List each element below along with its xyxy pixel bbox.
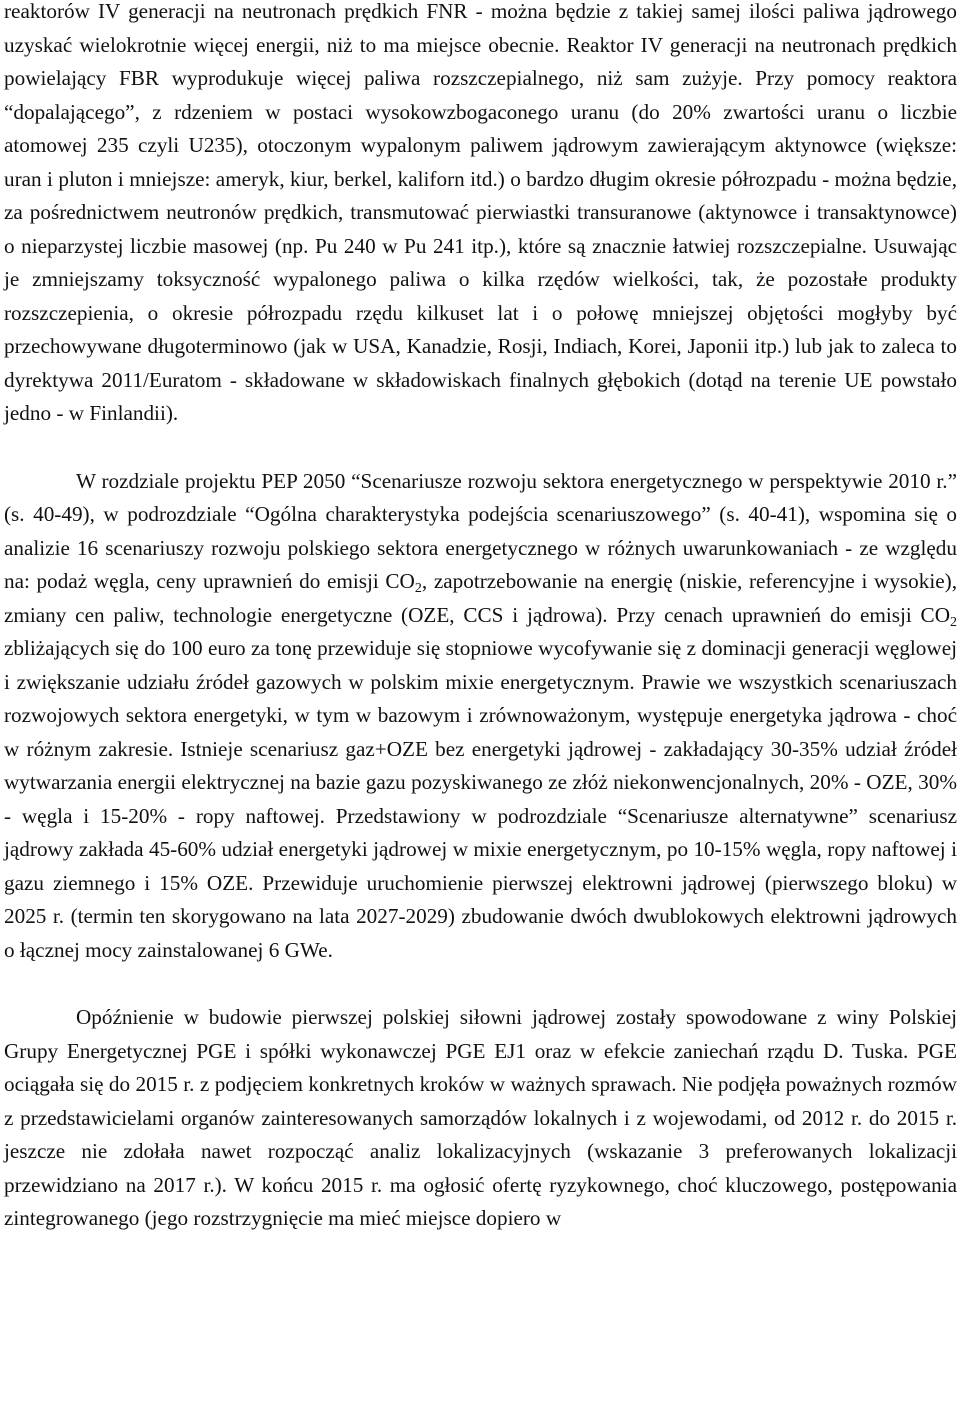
- subscript-2: 2: [414, 581, 422, 596]
- paragraph-2-text-part-3: zbliżających się do 100 euro za tonę przewiduje się stopniowe wycofywanie się z dominacji generacji węglowej i zwiększanie udziału źródeł gazowych w polskim mixie energetycznym. Prawie we wszystkich scenariuszach rozwojowych sektora energetyki, w tym w bazowym i zrównoważonym, występuje energetyka jądrowa - choć w różnym zakresie. Istnieje scenariusz gaz+OZE bez energetyki jądrowej - zakładający 30-35% udział źródeł wytwarzania energii elektrycznej na bazie gazu pozyskiwanego ze złóż niekonwencjonalnych, 20% - OZE, 30% - węgla i 15-20% - ropy naftowej. Przedstawiony w podrozdziale “Scenariusze alternatywne” scenariusz jądrowy zakłada 45-60% udział energetyki jądrowej w mixie energetycznym, po 10-15% węgla, ropy naftowej i gazu ziemnego i 15% OZE. Przewiduje uruchomienie pierwszej elektrowni jądrowej (pierwszego bloku) w 2025 r. (termin ten skorygowano na lata 2027-2029) zbudowanie dwóch dwublokowych elektrowni jądrowych o łącznej mocy zainstalowanej 6 GWe.: [4, 636, 957, 962]
- paragraph-2: [4, 465, 957, 968]
- paragraph-spacer: [4, 431, 957, 465]
- paragraph-3-text: Opóźnienie w budowie pierwszej polskiej siłowni jądrowej zostały spowodowane z winy Polskiej Grupy Energetycznej PGE i spółki wykonawczej PGE EJ1 oraz w efekcie zaniechań rządu D. Tuska. PGE ociągała się do 2015 r. z podjęciem konkretnych kroków w ważnych sprawach. Nie podjęła poważnych rozmów z przedstawicielami organów zainteresowanych samorządów lokalnych i z wojewodami, od 2012 r. do 2015 r. jeszcze nie zdołała nawet rozpocząć analiz lokalizacyjnych (wskazanie 3 preferowanych lokalizacji przewidziano na 2017 r.). W końcu 2015 r. ma ogłosić ofertę ryzykownego, choć kluczowego, postępowania zintegrowanego (jego rozstrzygnięcie ma mieć miejsce dopiero w: [4, 1005, 957, 1230]
- paragraph-spacer: [4, 967, 957, 1001]
- paragraph-2-text-part-2: , zapotrzebowanie na energię (niskie, referencyjne i wysokie), zmiany cen paliw, technologie energetyczne (OZE, CCS i jądrowa). Przy cenach uprawnień do emisji CO: [4, 569, 957, 627]
- paragraph-2-text-part-1: W rozdziale projektu PEP 2050 “Scenariusze rozwoju sektora energetycznego w perspektywie 2010 r.” (s. 40-49), w podrozdziale “Ogólna charakterystyka podejścia scenariuszowego” (s. 40-41), wspomina się o analizie 16 scenariuszy rozwoju polskiego sektora energetycznego w różnych uwarunkowaniach - ze względu na: podaż węgla, ceny uprawnień do emisji CO: [4, 468, 957, 593]
- subscript-2: 2: [950, 614, 957, 630]
- paragraph-1-text: reaktorów IV generacji na neutronach prędkich FNR - można będzie z takiej samej ilości paliwa jądrowego uzyskać wielokrotnie więcej energii, niż to ma miejsce obecnie. Reaktor IV generacji na neutronach prędkich powielający FBR wyprodukuje więcej paliwa rozszczepialnego, niż sam zużyje. Przy pomocy reaktora “dopalającego”, z rdzeniem w postaci wysokowzbogaconego uranu (do 20% zwartości uranu o liczbie atomowej 235 czyli U235), otoczonym wypalonym paliwem jądrowym zawierającym aktynowce (większe: uran i pluton i mniejsze: ameryk, kiur, berkel, kaliforn itd.) o bardzo długim okresie półrozpadu - można będzie, za pośrednictwem neutronów prędkich, transmutować pierwiastki transuranowe (aktynowce i transaktynowce) o nieparzystej liczbie masowej (np. Pu 240 w Pu 241 itp.), które są znacznie łatwiej rozszczepialne. Usuwając je zmniejszamy toksyczność wypalonego paliwa o kilka rzędów wielkości, tak, że pozostałe produkty rozszczepienia, o okresie półrozpadu rzędu kilkuset lat i o połowę mniejszej objętości mogłyby być przechowywane długoterminowo (jak w USA, Kanadzie, Rosji, Indiach, Korei, Japonii itp.) lub jak to zaleca to dyrektywa 2011/Euratom - składowane w składowiskach finalnych głębokich (dotąd na terenie UE powstało jedno - w Finlandii).: [4, 0, 957, 425]
- paragraph-3: [4, 1001, 957, 1236]
- paragraph-1: [4, 0, 957, 431]
